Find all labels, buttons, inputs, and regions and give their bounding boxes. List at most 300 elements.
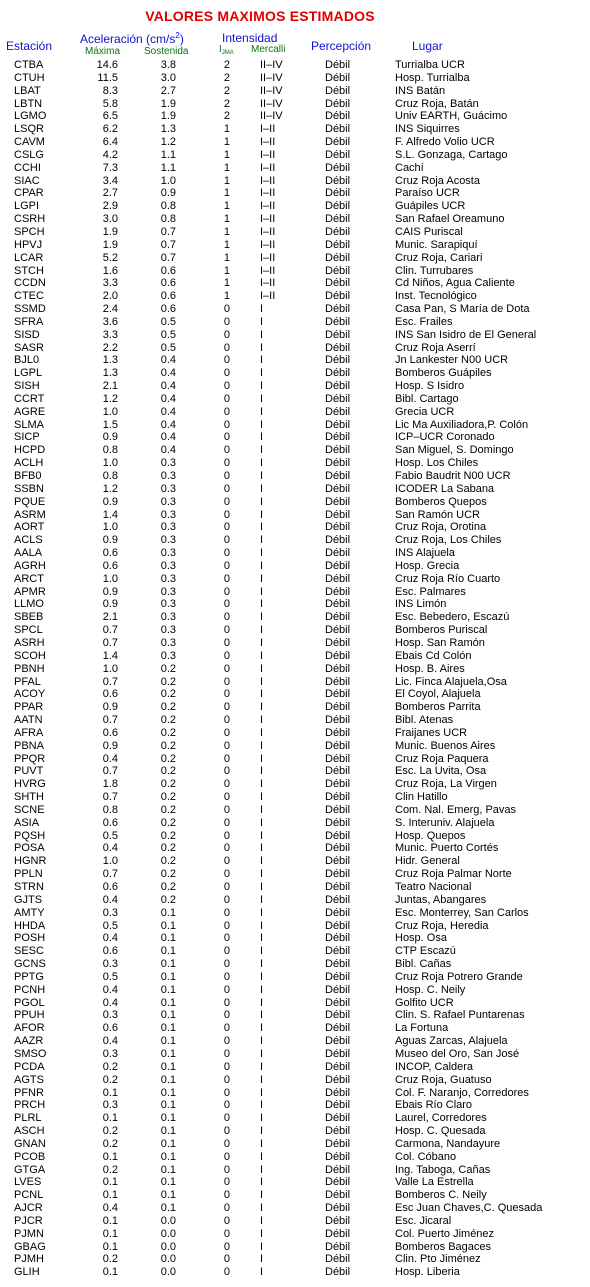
max-acceleration: 0.5: [102, 919, 118, 932]
station-code: AFOR: [14, 1022, 45, 1035]
mercalli-intensity: I: [260, 919, 264, 932]
mercalli-intensity: I–II: [260, 264, 276, 277]
max-acceleration: 3.3: [102, 328, 118, 341]
table-row: [0, 868, 590, 881]
mercalli-intensity: I: [260, 791, 264, 804]
station-code: AGRE: [14, 405, 46, 418]
mercalli-intensity: I: [260, 405, 264, 418]
max-acceleration: 1.5: [102, 418, 118, 431]
station-code: BJL0: [14, 354, 40, 367]
perception: Débil: [325, 315, 351, 328]
mercalli-intensity: I: [260, 1150, 264, 1163]
table-row: [0, 1009, 590, 1022]
table-row: [0, 1061, 590, 1074]
location: Cruz Roja, Orotina: [395, 521, 487, 534]
station-code: GJTS: [14, 893, 43, 906]
station-code: SSBN: [14, 482, 44, 495]
location: Hosp. S Isidro: [395, 380, 465, 393]
station-code: SHTH: [14, 791, 44, 804]
jma-intensity: 0: [223, 1189, 230, 1202]
perception: Débil: [325, 547, 351, 560]
jma-intensity: 0: [223, 392, 230, 405]
perception: Débil: [325, 868, 351, 881]
location: Esc. Jicaral: [395, 1214, 452, 1227]
location: Lic Ma Auxiliadora,P. Colón: [395, 418, 529, 431]
sustained-acceleration: 0.5: [160, 315, 176, 328]
location: Col. Cóbano: [395, 1150, 457, 1163]
perception: Débil: [325, 431, 351, 444]
sustained-acceleration: 0.1: [160, 1176, 176, 1189]
table-row: [0, 907, 590, 920]
header-ijma-sub: JMA: [221, 50, 234, 56]
max-acceleration: 1.4: [102, 649, 118, 662]
location: Cruz Roja Potrero Grande: [395, 970, 523, 983]
jma-intensity: 0: [223, 726, 230, 739]
jma-intensity: 0: [223, 662, 230, 675]
jma-intensity: 0: [223, 842, 230, 855]
jma-intensity: 0: [223, 649, 230, 662]
sustained-acceleration: 0.2: [160, 765, 176, 778]
max-acceleration: 0.6: [102, 816, 118, 829]
station-code: PBNH: [14, 662, 45, 675]
table-row: [0, 881, 590, 894]
station-code: PBNA: [14, 739, 44, 752]
max-acceleration: 1.0: [102, 405, 118, 418]
jma-intensity: 0: [223, 906, 230, 919]
max-acceleration: 0.3: [102, 1099, 118, 1112]
max-acceleration: 0.1: [102, 1176, 118, 1189]
mercalli-intensity: I–II: [260, 161, 276, 174]
mercalli-intensity: I: [260, 611, 264, 624]
perception: Débil: [325, 457, 351, 470]
station-code: HVRG: [14, 778, 46, 791]
location: Laurel, Corredores: [395, 1112, 487, 1125]
station-code: LGMO: [14, 110, 47, 123]
sustained-acceleration: 0.3: [160, 624, 176, 637]
perception: Débil: [325, 1227, 351, 1240]
station-code: SSMD: [14, 303, 46, 316]
table-row: [0, 586, 590, 599]
table-row: [0, 1112, 590, 1125]
jma-intensity: 0: [223, 701, 230, 714]
perception: Débil: [325, 187, 351, 200]
jma-intensity: 0: [223, 932, 230, 945]
sustained-acceleration: 0.2: [160, 739, 176, 752]
station-code: AALA: [14, 547, 43, 560]
location: Esc. Frailes: [395, 315, 453, 328]
location: Col. Puerto Jiménez: [395, 1227, 495, 1240]
jma-intensity: 0: [223, 418, 230, 431]
location: Fraijanes UCR: [395, 726, 468, 739]
perception: Débil: [325, 958, 351, 971]
perception: Débil: [325, 1035, 351, 1048]
jma-intensity: 0: [223, 508, 230, 521]
mercalli-intensity: I: [260, 945, 264, 958]
mercalli-intensity: I–II: [260, 200, 276, 213]
mercalli-intensity: I: [260, 1227, 264, 1240]
max-acceleration: 0.4: [102, 996, 118, 1009]
jma-intensity: 1: [223, 264, 230, 277]
max-acceleration: 0.7: [102, 868, 118, 881]
jma-intensity: 2: [223, 71, 230, 84]
max-acceleration: 0.9: [102, 701, 118, 714]
sustained-acceleration: 0.5: [160, 328, 176, 341]
location: Guápiles UCR: [395, 200, 466, 213]
jma-intensity: 0: [223, 405, 230, 418]
station-code: LVES: [14, 1176, 42, 1189]
table-row: [0, 303, 590, 316]
sustained-acceleration: 0.0: [160, 1240, 176, 1253]
table-row: [0, 1176, 590, 1189]
max-acceleration: 0.1: [102, 1189, 118, 1202]
sustained-acceleration: 0.7: [160, 225, 176, 238]
perception: Débil: [325, 59, 351, 71]
mercalli-intensity: II–IV: [260, 110, 283, 123]
table-row: [0, 175, 590, 188]
location: Carmona, Nandayure: [395, 1137, 501, 1150]
max-acceleration: 1.0: [102, 855, 118, 868]
station-code: CAVM: [14, 136, 45, 149]
header-aceleracion-exponent: 2: [175, 31, 180, 40]
sustained-acceleration: 0.4: [160, 380, 176, 393]
table-row: [0, 367, 590, 380]
location: Hosp. C. Neily: [395, 983, 466, 996]
jma-intensity: 1: [223, 238, 230, 251]
sustained-acceleration: 0.1: [160, 1150, 176, 1163]
station-code: LLMO: [14, 598, 44, 611]
jma-intensity: 0: [223, 1125, 230, 1138]
sustained-acceleration: 1.9: [160, 110, 176, 123]
sustained-acceleration: 0.0: [160, 1253, 176, 1266]
sustained-acceleration: 0.1: [160, 945, 176, 958]
mercalli-intensity: I: [260, 803, 264, 816]
jma-intensity: 0: [223, 534, 230, 547]
location: Museo del Oro, San José: [395, 1047, 520, 1060]
table-row: [0, 714, 590, 727]
perception: Débil: [325, 354, 351, 367]
mercalli-intensity: I: [260, 765, 264, 778]
station-code: PCNH: [14, 983, 46, 996]
mercalli-intensity: I–II: [260, 148, 276, 161]
location: El Coyol, Alajuela: [395, 688, 481, 701]
location: Teatro Nacional: [395, 881, 472, 893]
max-acceleration: 0.9: [102, 598, 118, 611]
sustained-acceleration: 0.1: [160, 1125, 176, 1138]
jma-intensity: 0: [223, 1202, 230, 1215]
station-code: GCNS: [14, 958, 46, 971]
sustained-acceleration: 0.2: [160, 803, 176, 816]
jma-intensity: 0: [223, 791, 230, 804]
jma-intensity: 1: [223, 136, 230, 149]
perception: Débil: [325, 945, 351, 958]
perception: Débil: [325, 932, 351, 945]
jma-intensity: 0: [223, 380, 230, 393]
mercalli-intensity: I: [260, 739, 264, 752]
mercalli-intensity: I: [260, 624, 264, 637]
table-row: [0, 701, 590, 714]
perception: Débil: [325, 1176, 351, 1189]
sustained-acceleration: 0.2: [160, 868, 176, 881]
perception: Débil: [325, 585, 351, 598]
max-acceleration: 0.6: [102, 945, 118, 958]
table-row: [0, 1241, 590, 1254]
station-code: PFNR: [14, 1086, 44, 1099]
table-row: [0, 1164, 590, 1177]
mercalli-intensity: I: [260, 906, 264, 919]
sustained-acceleration: 0.2: [160, 714, 176, 727]
sustained-acceleration: 0.1: [160, 1035, 176, 1048]
sustained-acceleration: 0.4: [160, 405, 176, 418]
perception: Débil: [325, 662, 351, 675]
max-acceleration: 2.1: [102, 380, 118, 393]
sustained-acceleration: 0.6: [160, 264, 176, 277]
perception: Débil: [325, 367, 351, 380]
sustained-acceleration: 0.8: [160, 213, 176, 226]
max-acceleration: 0.2: [102, 1073, 118, 1086]
jma-intensity: 0: [223, 585, 230, 598]
max-acceleration: 1.8: [102, 778, 118, 791]
sustained-acceleration: 0.3: [160, 572, 176, 585]
station-code: PQUE: [14, 495, 46, 508]
mercalli-intensity: I: [260, 392, 264, 405]
jma-intensity: 0: [223, 1240, 230, 1253]
mercalli-intensity: I: [260, 1060, 264, 1073]
max-acceleration: 0.9: [102, 495, 118, 508]
max-acceleration: 0.1: [102, 1227, 118, 1240]
station-code: SIAC: [14, 174, 40, 187]
table-row: [0, 971, 590, 984]
mercalli-intensity: I: [260, 341, 264, 354]
location: Fabio Baudrit N00 UCR: [395, 470, 511, 482]
table-row: [0, 59, 590, 72]
table-row: [0, 149, 590, 162]
mercalli-intensity: I: [260, 1163, 264, 1176]
station-code: PLRL: [14, 1112, 42, 1125]
perception: Débil: [325, 598, 351, 611]
jma-intensity: 0: [223, 1035, 230, 1048]
table-row: [0, 932, 590, 945]
station-code: GLIH: [14, 1266, 40, 1279]
sustained-acceleration: 3.0: [160, 71, 176, 84]
station-code: CTEC: [14, 290, 44, 303]
location: INS San Isidro de El General: [395, 328, 537, 341]
mercalli-intensity: I: [260, 1176, 264, 1189]
jma-intensity: 0: [223, 1266, 230, 1279]
sustained-acceleration: 0.1: [160, 1189, 176, 1202]
station-code: STRN: [14, 881, 44, 893]
max-acceleration: 2.0: [102, 290, 118, 303]
perception: Débil: [325, 1214, 351, 1227]
max-acceleration: 1.3: [102, 367, 118, 380]
mercalli-intensity: I: [260, 1009, 264, 1022]
header-aceleracion-close: ): [179, 32, 184, 46]
location: Cruz Roja, Guatuso: [395, 1073, 492, 1086]
perception: Débil: [325, 1060, 351, 1073]
table-row: [0, 431, 590, 444]
perception: Débil: [325, 264, 351, 277]
station-code: AGTS: [14, 1073, 44, 1086]
station-code: LBTN: [14, 97, 43, 110]
jma-intensity: 0: [223, 431, 230, 444]
mercalli-intensity: I–II: [260, 213, 276, 226]
perception: Débil: [325, 983, 351, 996]
table-row: [0, 252, 590, 265]
perception: Débil: [325, 559, 351, 572]
perception: Débil: [325, 1137, 351, 1150]
perception: Débil: [325, 148, 351, 161]
location: Bibl. Atenas: [395, 714, 454, 727]
station-code: PUVT: [14, 765, 44, 778]
station-code: ARCT: [14, 572, 44, 585]
sustained-acceleration: 0.4: [160, 354, 176, 367]
location: Valle La Estrella: [395, 1176, 474, 1189]
sustained-acceleration: 0.4: [160, 431, 176, 444]
sustained-acceleration: 1.0: [160, 174, 176, 187]
max-acceleration: 0.1: [102, 1112, 118, 1125]
perception: Débil: [325, 1047, 351, 1060]
table-row: [0, 1253, 590, 1266]
sustained-acceleration: 0.2: [160, 842, 176, 855]
perception: Débil: [325, 675, 351, 688]
jma-intensity: 0: [223, 1047, 230, 1060]
sustained-acceleration: 0.2: [160, 778, 176, 791]
perception: Débil: [325, 380, 351, 393]
mercalli-intensity: I–II: [260, 174, 276, 187]
max-acceleration: 0.6: [102, 547, 118, 560]
sustained-acceleration: 1.2: [160, 136, 176, 149]
perception: Débil: [325, 829, 351, 842]
perception: Débil: [325, 123, 351, 136]
jma-intensity: 0: [223, 893, 230, 906]
sustained-acceleration: 0.3: [160, 457, 176, 470]
max-acceleration: 2.4: [102, 303, 118, 316]
station-code: LSQR: [14, 123, 44, 136]
station-code: AFRA: [14, 726, 44, 739]
perception: Débil: [325, 303, 351, 316]
location: Hosp. Turrialba: [395, 71, 470, 84]
perception: Débil: [325, 778, 351, 791]
max-acceleration: 0.8: [102, 470, 118, 482]
station-code: HHDA: [14, 919, 46, 932]
mercalli-intensity: I–II: [260, 251, 276, 264]
table-row: [0, 1215, 590, 1228]
table-row: [0, 676, 590, 689]
max-acceleration: 0.2: [102, 1125, 118, 1138]
location: San Miguel, S. Domingo: [395, 444, 514, 457]
location: Hosp. B. Aires: [395, 662, 465, 675]
station-code: SFRA: [14, 315, 44, 328]
location: Bomberos Quepos: [395, 495, 487, 508]
station-code: PPQR: [14, 752, 46, 765]
mercalli-intensity: I: [260, 470, 264, 482]
mercalli-intensity: II–IV: [260, 59, 283, 71]
jma-intensity: 2: [223, 110, 230, 123]
perception: Débil: [325, 174, 351, 187]
location: Casa Pan, S María de Dota: [395, 303, 530, 316]
jma-intensity: 0: [223, 495, 230, 508]
perception: Débil: [325, 405, 351, 418]
mercalli-intensity: I–II: [260, 290, 276, 303]
station-code: ACOY: [14, 688, 46, 701]
sustained-acceleration: 0.1: [160, 1047, 176, 1060]
jma-intensity: 0: [223, 636, 230, 649]
table-row: [0, 483, 590, 496]
max-acceleration: 1.0: [102, 572, 118, 585]
table-row: [0, 894, 590, 907]
location: S.L. Gonzaga, Cartago: [395, 148, 508, 161]
jma-intensity: 0: [223, 739, 230, 752]
mercalli-intensity: I–II: [260, 136, 276, 149]
perception: Débil: [325, 328, 351, 341]
max-acceleration: 0.4: [102, 842, 118, 855]
table-row: [0, 740, 590, 753]
sustained-acceleration: 1.1: [160, 161, 176, 174]
table-row: [0, 984, 590, 997]
sustained-acceleration: 0.1: [160, 1202, 176, 1215]
sustained-acceleration: 0.1: [160, 1086, 176, 1099]
jma-intensity: 0: [223, 547, 230, 560]
location: Paraíso UCR: [395, 187, 460, 200]
max-acceleration: 6.4: [102, 136, 118, 149]
table-row: [0, 1074, 590, 1087]
perception: Débil: [325, 572, 351, 585]
mercalli-intensity: I: [260, 1073, 264, 1086]
max-acceleration: 0.1: [102, 1150, 118, 1163]
station-code: POSA: [14, 842, 45, 855]
perception: Débil: [325, 919, 351, 932]
perception: Débil: [325, 791, 351, 804]
location: INS Alajuela: [395, 547, 455, 560]
station-code: HPVJ: [14, 238, 43, 251]
location: Ebais Cd Colón: [395, 649, 472, 662]
station-code: PCNL: [14, 1189, 44, 1202]
location: Cruz Roja, Cariari: [395, 251, 483, 264]
sustained-acceleration: 0.2: [160, 816, 176, 829]
station-code: PJMH: [14, 1253, 44, 1266]
mercalli-intensity: I: [260, 816, 264, 829]
max-acceleration: 0.7: [102, 675, 118, 688]
sustained-acceleration: 0.3: [160, 649, 176, 662]
jma-intensity: 0: [223, 1163, 230, 1176]
location: Clin. S. Rafael Puntarenas: [395, 1009, 525, 1022]
mercalli-intensity: I: [260, 367, 264, 380]
location: ICP–UCR Coronado: [395, 431, 495, 444]
station-code: SASR: [14, 341, 44, 354]
station-code: POSH: [14, 932, 46, 945]
table-row: [0, 997, 590, 1010]
station-code: LCAR: [14, 251, 44, 264]
table-row: [0, 1202, 590, 1215]
station-code: AATN: [14, 714, 43, 727]
jma-intensity: 0: [223, 688, 230, 701]
location: INCOP, Caldera: [395, 1060, 474, 1073]
table-row: [0, 1151, 590, 1164]
max-acceleration: 1.6: [102, 264, 118, 277]
sustained-acceleration: 0.4: [160, 367, 176, 380]
location: Cruz Roja Paquera: [395, 752, 489, 765]
jma-intensity: 0: [223, 765, 230, 778]
perception: Débil: [325, 1099, 351, 1112]
table-row: [0, 419, 590, 432]
perception: Débil: [325, 238, 351, 251]
perception: Débil: [325, 521, 351, 534]
location: Grecia UCR: [395, 405, 455, 418]
max-acceleration: 0.6: [102, 1022, 118, 1035]
table-row: [0, 213, 590, 226]
table-row: [0, 85, 590, 98]
max-acceleration: 0.6: [102, 688, 118, 701]
sustained-acceleration: 1.1: [160, 148, 176, 161]
